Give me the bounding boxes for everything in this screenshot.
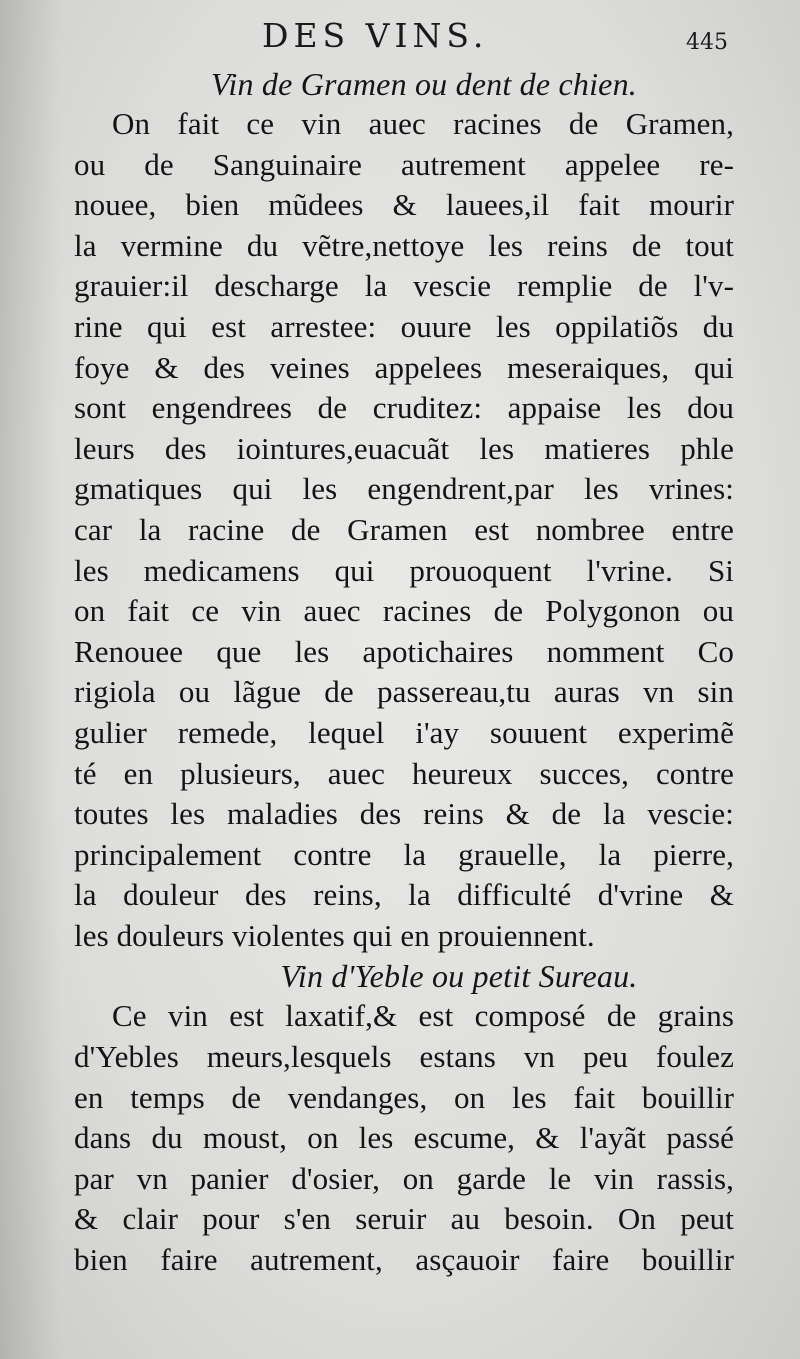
text-line: d'Yebles meurs,lesquels estans vn peu foulez — [74, 1039, 734, 1075]
page-number: 445 — [686, 30, 728, 55]
text-line: on fait ce vin auec racines de Polygonon ou — [74, 593, 734, 629]
text-block — [74, 64, 734, 1281]
text-line: les medicamens qui prouoquent l'vrine. Si — [74, 552, 734, 588]
text-line: ou de Sanguinaire autrement appelee re- — [74, 146, 734, 182]
section-title: Vin d'Yeble ou petit Sureau. — [280, 958, 638, 995]
running-head: DES VINS. — [262, 16, 489, 55]
text-line: foye & des veines appelees meseraiques, qui — [74, 349, 734, 385]
text-line: grauier:il descharge la vescie remplie de l'v- — [74, 268, 734, 304]
text-line: car la racine de Gramen est nombree entre — [74, 511, 734, 547]
text-line: principalement contre la grauelle, la pierre, — [74, 836, 734, 872]
text-line: On fait ce vin auec racines de Gramen, — [112, 106, 734, 141]
text-line: rine qui est arrestee: ouure les oppilatiõs du — [74, 308, 734, 344]
text-line: & clair pour s'en seruir au besoin. On peut — [74, 1201, 734, 1237]
section-title: Vin de Gramen ou dent de chien. — [211, 66, 637, 102]
text-line: la vermine du vẽtre,nettoye les reins de tout — [74, 227, 734, 263]
text-line: par vn panier d'osier, on garde le vin rassis, — [74, 1160, 734, 1196]
paragraph — [74, 996, 734, 1280]
gutter-shadow — [0, 0, 60, 1359]
text-line: Renouee que les apotichaires nomment Co — [74, 633, 734, 669]
text-line: la douleur des reins, la difficulté d'vrine & — [74, 877, 734, 913]
text-line: sont engendrees de cruditez: appaise les dou — [74, 390, 734, 426]
paragraph — [74, 104, 734, 956]
text-line: bien faire autrement, asçauoir faire bouillir — [74, 1242, 734, 1278]
text-line: toutes les maladies des reins & de la vescie: — [74, 796, 734, 832]
text-line: rigiola ou lãgue de passereau,tu auras vn sin — [74, 674, 734, 710]
text-line: nouee, bien mũdees & lauees,il fait mourir — [74, 187, 734, 223]
text-line: leurs des iointures,euacuãt les matieres phle — [74, 430, 734, 466]
text-line: Ce vin est laxatif,& est composé de grains — [112, 998, 734, 1034]
text-line: gulier remede, lequel i'ay souuent experimẽ — [74, 714, 734, 750]
text-line: les douleurs violentes qui en prouiennent. — [74, 917, 595, 953]
text-line: gmatiques qui les engendrent,par les vrines: — [74, 471, 734, 507]
text-line: en temps de vendanges, on les fait bouillir — [74, 1079, 734, 1115]
text-line: dans du moust, on les escume, & l'ayãt passé — [74, 1120, 734, 1156]
text-line: té en plusieurs, auec heureux succes, contre — [74, 755, 734, 791]
